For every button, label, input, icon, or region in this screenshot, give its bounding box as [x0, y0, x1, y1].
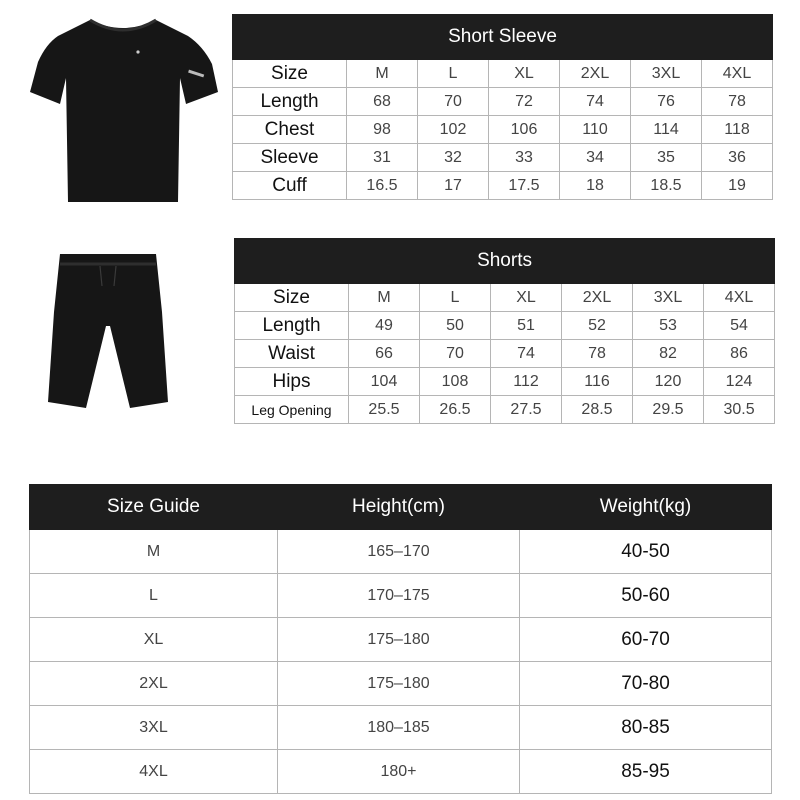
table-cell: 25.5 [349, 396, 420, 424]
table-cell: 32 [418, 144, 489, 172]
table-cell: 34 [560, 144, 631, 172]
weight-header: Weight(kg) [520, 485, 772, 530]
size-cell: L [30, 574, 278, 618]
size-cell: 2XL [562, 284, 633, 312]
row-label: Length [233, 88, 347, 116]
table-row [30, 662, 772, 706]
table-cell: 110 [560, 116, 631, 144]
row-label: Cuff [233, 172, 347, 200]
table-cell: 78 [562, 340, 633, 368]
table-cell: 124 [704, 368, 775, 396]
table-row [233, 116, 773, 144]
table-cell: 106 [489, 116, 560, 144]
table-row [30, 574, 772, 618]
table-cell: 102 [418, 116, 489, 144]
table-cell: 70 [418, 88, 489, 116]
size-cell: 3XL [30, 706, 278, 750]
weight-cell: 40-50 [520, 530, 772, 574]
table-cell: 33 [489, 144, 560, 172]
table-cell: 31 [347, 144, 418, 172]
table-cell: 68 [347, 88, 418, 116]
table-cell: 51 [491, 312, 562, 340]
table-cell: 82 [633, 340, 704, 368]
shorts-table [234, 238, 775, 424]
table-row [30, 530, 772, 574]
table-row [235, 312, 775, 340]
table-cell: 78 [702, 88, 773, 116]
table-cell: 66 [349, 340, 420, 368]
size-guide-header: Size Guide [30, 485, 278, 530]
table-row [235, 368, 775, 396]
size-label: Size [233, 60, 347, 88]
weight-cell: 50-60 [520, 574, 772, 618]
shorts-icon [44, 252, 172, 410]
size-cell: 2XL [560, 60, 631, 88]
table-cell: 104 [349, 368, 420, 396]
table-cell: 120 [633, 368, 704, 396]
table-row [233, 88, 773, 116]
table-row [235, 284, 775, 312]
table-cell: 118 [702, 116, 773, 144]
table-cell: 16.5 [347, 172, 418, 200]
table-row [233, 144, 773, 172]
table-cell: 17.5 [489, 172, 560, 200]
table-cell: 74 [560, 88, 631, 116]
table-cell: 116 [562, 368, 633, 396]
table-cell: 54 [704, 312, 775, 340]
row-label: Length [235, 312, 349, 340]
size-cell: 4XL [30, 750, 278, 794]
table-cell: 70 [420, 340, 491, 368]
weight-cell: 85-95 [520, 750, 772, 794]
short-sleeve-title: Short Sleeve [233, 15, 773, 60]
table-cell: 50 [420, 312, 491, 340]
height-cell: 180–185 [278, 706, 520, 750]
table-row [30, 750, 772, 794]
size-cell: M [347, 60, 418, 88]
weight-cell: 60-70 [520, 618, 772, 662]
table-cell: 74 [491, 340, 562, 368]
table-cell: 27.5 [491, 396, 562, 424]
row-label: Waist [235, 340, 349, 368]
size-cell: 2XL [30, 662, 278, 706]
weight-cell: 80-85 [520, 706, 772, 750]
row-label: Hips [235, 368, 349, 396]
size-cell: XL [489, 60, 560, 88]
row-label: Leg Opening [235, 396, 349, 424]
table-cell: 52 [562, 312, 633, 340]
shorts-title: Shorts [235, 239, 775, 284]
size-cell: M [30, 530, 278, 574]
height-cell: 175–180 [278, 662, 520, 706]
table-row [30, 618, 772, 662]
size-guide-table [29, 484, 772, 794]
table-cell: 72 [489, 88, 560, 116]
table-row [233, 172, 773, 200]
size-cell: M [349, 284, 420, 312]
table-cell: 53 [633, 312, 704, 340]
t-shirt-icon [28, 14, 218, 206]
table-cell: 76 [631, 88, 702, 116]
table-cell: 18 [560, 172, 631, 200]
size-cell: 3XL [633, 284, 704, 312]
table-cell: 18.5 [631, 172, 702, 200]
table-cell: 114 [631, 116, 702, 144]
table-row [235, 340, 775, 368]
size-cell: 3XL [631, 60, 702, 88]
height-cell: 170–175 [278, 574, 520, 618]
size-label: Size [235, 284, 349, 312]
table-cell: 112 [491, 368, 562, 396]
table-cell: 108 [420, 368, 491, 396]
table-cell: 35 [631, 144, 702, 172]
table-cell: 30.5 [704, 396, 775, 424]
table-cell: 49 [349, 312, 420, 340]
table-row [235, 396, 775, 424]
size-cell: L [420, 284, 491, 312]
height-cell: 175–180 [278, 618, 520, 662]
table-cell: 19 [702, 172, 773, 200]
table-cell: 36 [702, 144, 773, 172]
row-label: Chest [233, 116, 347, 144]
table-cell: 86 [704, 340, 775, 368]
row-label: Sleeve [233, 144, 347, 172]
height-cell: 180+ [278, 750, 520, 794]
size-cell: 4XL [704, 284, 775, 312]
table-cell: 28.5 [562, 396, 633, 424]
height-cell: 165–170 [278, 530, 520, 574]
short-sleeve-table [232, 14, 773, 200]
height-header: Height(cm) [278, 485, 520, 530]
weight-cell: 70-80 [520, 662, 772, 706]
size-cell: 4XL [702, 60, 773, 88]
size-cell: XL [30, 618, 278, 662]
size-cell: L [418, 60, 489, 88]
table-cell: 26.5 [420, 396, 491, 424]
table-cell: 29.5 [633, 396, 704, 424]
table-cell: 98 [347, 116, 418, 144]
size-cell: XL [491, 284, 562, 312]
table-row [233, 60, 773, 88]
table-row [30, 706, 772, 750]
table-cell: 17 [418, 172, 489, 200]
